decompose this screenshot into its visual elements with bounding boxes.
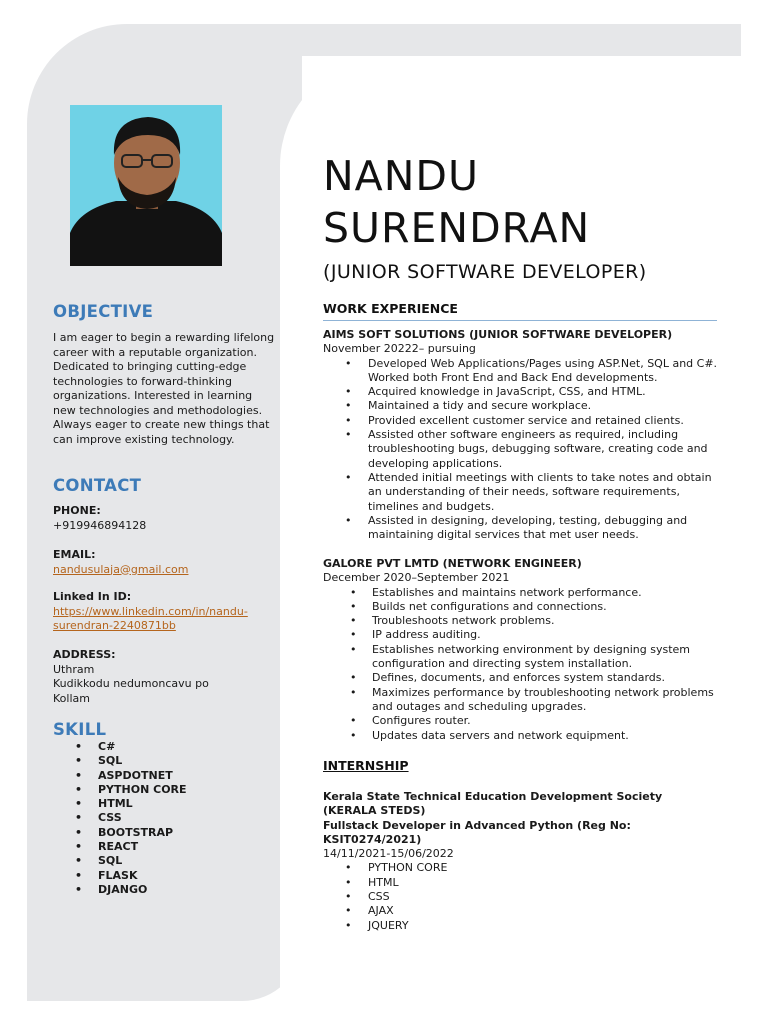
list-item: • Assisted other software engineers as required, including troubleshooting bugs, debugging software, creating code and developing applications. xyxy=(323,428,718,471)
email-link[interactable]: nandusulaja@gmail.com xyxy=(53,562,189,576)
internship-dates: 14/11/2021-15/06/2022 xyxy=(323,847,454,861)
list-item: • HTML xyxy=(323,876,718,890)
job-duties-list xyxy=(323,357,718,543)
list-item: • Acquired knowledge in JavaScript, CSS, and HTML. xyxy=(323,385,718,399)
linkedin-link-line1[interactable]: https://www.linkedin.com/in/nandu- xyxy=(53,604,248,618)
top-decor-strip xyxy=(270,24,741,56)
job-title: AIMS SOFT SOLUTIONS (JUNIOR SOFTWARE DEVELOPER) xyxy=(323,328,673,341)
list-item: • Establishes networking environment by designing system configuration and directing system installation. xyxy=(323,643,718,672)
objective-text: I am eager to begin a rewarding lifelong career with a reputable organization. Dedicated to bringing cutting-edge technologies to forward-thinking organizations. Interested in learning new technologies and methodologies. Always eager to create new things that can improve existing technology. xyxy=(53,331,275,446)
section-divider xyxy=(323,320,717,321)
address-label: ADDRESS: xyxy=(53,648,116,661)
list-item: • JQUERY xyxy=(323,919,718,933)
list-item: • Assisted in designing, developing, testing, debugging and maintaining digital services that met user needs. xyxy=(323,514,718,543)
internship-org: Kerala State Technical Education Development Society (KERALA STEDS) xyxy=(323,790,663,818)
candidate-name xyxy=(323,150,590,254)
job-subtitle: (JUNIOR SOFTWARE DEVELOPER) xyxy=(323,261,647,283)
list-item: • CSS xyxy=(323,890,718,904)
list-item: • IP address auditing. xyxy=(323,628,718,642)
skill-item: • SQL xyxy=(75,754,187,768)
job-dates: December 2020–September 2021 xyxy=(323,571,510,585)
address-line: Kollam xyxy=(53,691,90,705)
list-item: • Provided excellent customer service and retained clients. xyxy=(323,414,718,428)
job-title: GALORE PVT LMTD (NETWORK ENGINEER) xyxy=(323,557,582,570)
person-portrait-icon xyxy=(70,105,222,266)
objective-heading: OBJECTIVE xyxy=(53,302,154,321)
address-line: Uthram xyxy=(53,662,95,676)
work-experience-heading: WORK EXPERIENCE xyxy=(323,301,458,316)
skill-item: • SQL xyxy=(75,854,187,868)
list-item: • Maintained a tidy and secure workplace. xyxy=(323,399,718,413)
skill-item: • C# xyxy=(75,740,187,754)
internship-role: Fullstack Developer in Advanced Python (Reg No: KSIT0274/2021) xyxy=(323,818,631,846)
list-item: • Developed Web Applications/Pages using ASP.Net, SQL and C#. Worked both Front End and Back End developments. xyxy=(323,357,718,386)
name-line-first: NANDU xyxy=(323,152,479,200)
list-item: • Updates data servers and network equipment. xyxy=(323,729,718,743)
skill-item: • HTML xyxy=(75,797,187,811)
list-item: • Attended initial meetings with clients to take notes and obtain an understanding of their needs, software requirements, timelines and budgets. xyxy=(323,471,718,514)
internship-topics-list xyxy=(323,861,718,932)
contact-heading: CONTACT xyxy=(53,476,142,495)
address-line: Kudikkodu nedumoncavu po xyxy=(53,677,209,690)
name-line-last: SURENDRAN xyxy=(323,204,591,252)
skill-item: • CSS xyxy=(75,811,187,825)
list-item: • Establishes and maintains network performance. xyxy=(323,586,718,600)
email-label: EMAIL: xyxy=(53,548,96,561)
list-item: • Defines, documents, and enforces system standards. xyxy=(323,671,718,685)
skill-item: • REACT xyxy=(75,840,187,854)
linkedin-link-line2[interactable]: surendran-2240871bb xyxy=(53,619,176,632)
list-item: • Troubleshoots network problems. xyxy=(323,614,718,628)
phone-label: PHONE: xyxy=(53,504,101,517)
skill-list xyxy=(75,740,187,897)
skill-item: • FLASK xyxy=(75,869,187,883)
list-item: • AJAX xyxy=(323,904,718,918)
internship-heading: INTERNSHIP xyxy=(323,758,409,773)
job-duties-list xyxy=(323,586,718,743)
list-item: • PYTHON CORE xyxy=(323,861,718,875)
list-item: • Builds net configurations and connections. xyxy=(323,600,718,614)
skill-item: • PYTHON CORE xyxy=(75,783,187,797)
internship-entry xyxy=(323,790,718,933)
skill-item: • DJANGO xyxy=(75,883,187,897)
skill-heading: SKILL xyxy=(53,720,107,739)
profile-photo xyxy=(70,105,222,266)
skill-item: • ASPDOTNET xyxy=(75,769,187,783)
linkedin-label: Linked In ID: xyxy=(53,590,132,603)
job-entry xyxy=(323,557,718,743)
skill-item: • BOOTSTRAP xyxy=(75,826,187,840)
job-dates: November 20222– pursuing xyxy=(323,342,476,356)
job-entry xyxy=(323,328,718,542)
list-item: • Configures router. xyxy=(323,714,718,728)
phone-value: +919946894128 xyxy=(53,518,147,532)
list-item: • Maximizes performance by troubleshooting network problems and outages and scheduling upgrades. xyxy=(323,686,718,715)
